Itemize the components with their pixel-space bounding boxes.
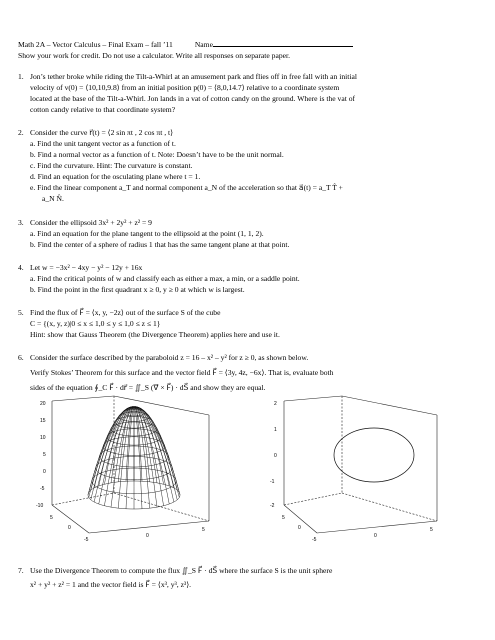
q3-part-a: a. Find an equation for the plane tangent to the ellipsoid at the point (1, 1, 2).: [30, 229, 264, 238]
right-box: [284, 396, 437, 533]
left-x-tick: 0: [146, 533, 149, 539]
q1-line-4: cotton candy relative to that coordinate system?: [30, 105, 176, 114]
left-x-ticks: [146, 527, 205, 539]
paraboloid-figure: [34, 393, 234, 543]
q5-line-3: Hint: show that Gauss Theorem (the Divergence Theorem) applies here and use it.: [30, 330, 280, 339]
right-y-tick: 5: [282, 515, 285, 521]
q6-number: 6.: [18, 353, 24, 362]
q7-line-2: x² + y² + z² = 1 and the vector field is F⃗ = ⟨x³, y³, z³⟩.: [30, 580, 192, 589]
q5-line-1: Find the flux of F⃗ = ⟨x, y, −2z⟩ out of the surface S of the cube: [30, 308, 221, 317]
right-z-tick: 1: [274, 427, 277, 433]
q3-stem: Consider the ellipsoid 3x² + 2y² + z² = 9: [30, 218, 152, 227]
course-title: [18, 40, 353, 50]
left-x-tick: 5: [202, 527, 205, 533]
name-blank: [213, 40, 353, 47]
right-z-tick: 2: [274, 401, 277, 407]
q1-number: 1.: [18, 72, 24, 81]
q7-line-1: Use the Divergence Theorem to compute the flux ∬_S F⃗ · dS⃗ where the surface S is the unit sphere: [30, 566, 333, 575]
right-z-tick: -2: [270, 503, 275, 509]
q3-number: 3.: [18, 218, 24, 227]
q2-part-e: e. Find the linear component a_T and normal component a_N of the acceleration so that a⃗(t) = a_T T̂ +: [30, 183, 343, 192]
right-x-ticks: [374, 527, 433, 539]
left-z-tick: -10: [36, 503, 44, 509]
left-z-tick: 15: [40, 418, 46, 424]
q7-number: 7.: [18, 566, 24, 575]
q2-stem: Consider the curve r⃗(t) = ⟨2 sin πt , 2 cos πt , t⟩: [30, 128, 174, 137]
left-y-tick: 0: [68, 525, 71, 531]
q1-line-2: velocity of v(0) = ⟨10,10,9.8⟩ from an initial position p(0) = ⟨8,0,14.7⟩ relative to a coordinate system: [30, 83, 340, 92]
q3-part-b: b. Find the center of a sphere of radius 1 that has the same tangent plane at that point.: [30, 240, 290, 249]
q1-line-3: located at the base of the Tilt-a-Whirl. Jon lands in a vat of cotton candy on the ground. Where is the vat of: [30, 94, 356, 103]
q2-part-e-cont: a_N N̂.: [42, 194, 64, 203]
q6-line-1: Consider the surface described by the paraboloid z = 16 – x² – y² for z ≥ 0, as shown below.: [30, 353, 309, 362]
q2-number: 2.: [18, 128, 24, 137]
q2-part-b: b. Find a normal vector as a function of t. Note: Doesn’t have to be the unit normal.: [30, 150, 284, 159]
left-z-tick: 20: [40, 401, 46, 407]
instructions: Show your work for credit. Do not use a calculator. Write all responses on separate paper.: [18, 51, 291, 60]
right-x-tick: 5: [430, 527, 433, 533]
q6-line-3: sides of the equation ∮_C F⃗ · dr⃗ = ∬_S (∇⃗ × F⃗) · dS⃗ and show they are equal.: [30, 383, 266, 392]
right-x-tick: 0: [374, 533, 377, 539]
boundary-circle-figure: [262, 393, 462, 543]
q5-number: 5.: [18, 308, 24, 317]
right-z-tick: -1: [270, 479, 275, 485]
paraboloid-mesh: [88, 406, 180, 509]
q6-line-2: Verify Stokes’ Theorem for this surface and the vector field F⃗ = ⟨3y, 4z, −6x⟩. That is, evaluate both: [30, 368, 334, 377]
left-z-tick: -5: [40, 486, 45, 492]
right-y-ticks: [282, 515, 317, 543]
q4-stem: Let w = −3x² − 4xy − y² − 12y + 16x: [30, 263, 143, 272]
left-z-tick: 0: [43, 469, 46, 475]
left-y-tick: 5: [50, 515, 53, 521]
right-z-ticks: [270, 401, 277, 509]
left-z-tick: 10: [40, 435, 46, 441]
q4-part-a: a. Find the critical points of w and classify each as either a max, a min, or a saddle point.: [30, 274, 300, 283]
q1-line-1: Jon’s tether broke while riding the Tilt-a-Whirl at an amusement park and flies off in free fall with an initial: [30, 72, 357, 81]
left-z-ticks: [36, 401, 46, 509]
q5-line-2: C = {(x, y, z)|0 ≤ x ≤ 1,0 ≤ y ≤ 1,0 ≤ z ≤ 1}: [30, 319, 161, 328]
q4-number: 4.: [18, 263, 24, 272]
boundary-circle: [334, 428, 414, 482]
q2-part-d: d. Find an equation for the osculating plane where t = 1.: [30, 172, 201, 181]
q2-part-a: a. Find the unit tangent vector as a function of t.: [30, 139, 176, 148]
right-y-tick: 0: [298, 525, 301, 531]
name-label: Name: [194, 40, 213, 49]
left-y-tick: -5: [84, 537, 89, 543]
q4-part-b: b. Find the point in the first quadrant x ≥ 0, y ≥ 0 at which w is largest.: [30, 285, 245, 294]
left-z-tick: 5: [43, 452, 46, 458]
right-y-tick: -5: [312, 537, 317, 543]
left-y-ticks: [50, 515, 89, 543]
right-z-tick: 0: [274, 453, 277, 459]
q2-part-c: c. Find the curvature. Hint: The curvature is constant.: [30, 161, 193, 170]
course-text: Math 2A – Vector Calculus – Final Exam – fall ’11: [18, 40, 173, 49]
